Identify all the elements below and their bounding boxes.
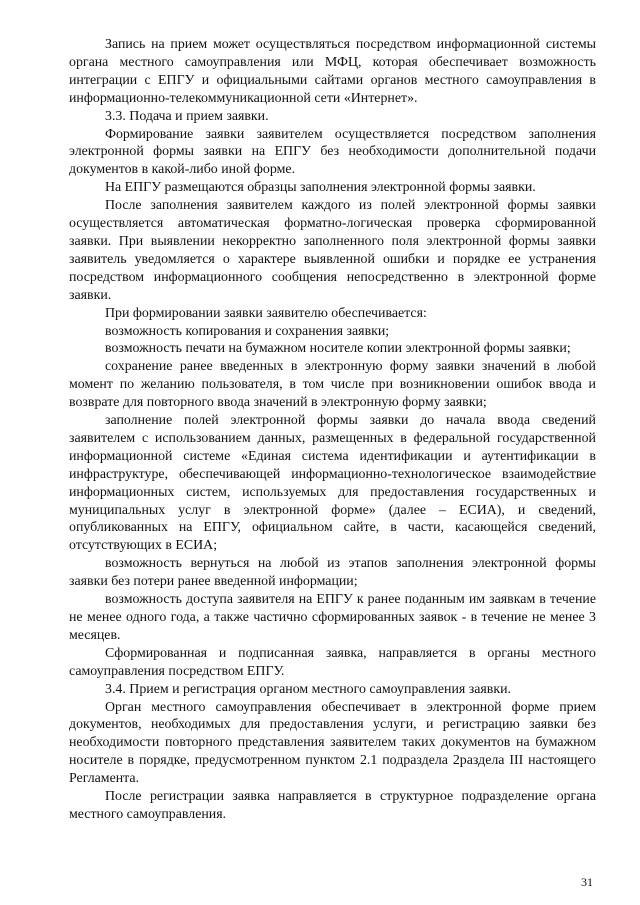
paragraph-form-samples: На ЕПГУ размещаются образцы заполнения электронной формы заявки.	[105, 180, 536, 196]
paragraph-provided-features: При формировании заявки заявителю обеспечивается:	[105, 305, 427, 321]
page-number: 31	[581, 875, 593, 889]
paragraph-after-registration: После регистрации заявка направляется в структурное подразделение органа местного самоуправления.	[69, 789, 596, 822]
list-item-autofill-esia: заполнение полей электронной формы заявки до начала ввода сведений заявителем с использованием данных, размещенных в федеральной государственной информационной системе «Единая система идентификации и аутентификации в инфраструктуре, обеспечивающей информационно-технологическое взаимодействие информационных систем, используемых для предоставления государственных и муниципальных услуг в электронной форме» (далее – ЕСИА), и сведений, опубликованных на ЕПГУ, официальном сайте, в части, касающейся сведений, отсутствующих в ЕСИА;	[69, 413, 596, 554]
document-body	[69, 36, 596, 824]
paragraph-application-forming: Формирование заявки заявителем осуществляется посредством заполнения электронной формы заявки на ЕПГУ без необходимости дополнительной подачи документов в какой-либо иной форме.	[69, 126, 596, 178]
list-item-copy-save: возможность копирования и сохранения заявки;	[105, 323, 390, 339]
paragraph-signed-application: Сформированная и подписанная заявка, направляется в органы местного самоуправления посредством ЕПГУ.	[69, 645, 596, 679]
list-item-return-step: возможность вернуться на любой из этапов заполнения электронной формы заявки без потери ранее введенной информации;	[69, 556, 596, 590]
section-heading-3-3: 3.3. Подача и прием заявки.	[105, 108, 269, 124]
paragraph-electronic-acceptance: Орган местного самоуправления обеспечивает в электронной форме прием документов, необходимых для предоставления услуги, и регистрацию заявки без необходимости повторного представления заявителем таких документов на бумажном носителе в порядке, предусмотренном пунктом 2.1 подраздела 2раздела III настоящего Регламента.	[69, 699, 596, 787]
section-heading-3-4: 3.4. Прием и регистрация органом местного самоуправления заявки.	[105, 681, 512, 697]
paragraph-record-appointment: Запись на прием может осуществляться посредством информационной системы органа местного самоуправления или МФЦ, которая обеспечивает возможность интеграции с ЕПГУ и официальными сайтами органов местного самоуправления в информационно-телекоммуникационной сети «Интернет».	[69, 37, 596, 106]
paragraph-format-check: После заполнения заявителем каждого из полей электронной формы заявки осуществляется автоматическая форматно-логическая проверка сформированной заявки. При выявлении некорректно заполненного поля электронной формы заявки заявитель уведомляется о характере выявленной ошибки и порядке ее устранения посредством информационного сообщения непосредственно в электронной форме заявки.	[69, 198, 596, 303]
list-item-access-applications: возможность доступа заявителя на ЕПГУ к ранее поданным им заявкам в течение не менее одного года, а также частично сформированных заявок - в течение не менее 3 месяцев.	[69, 592, 596, 643]
list-item-print: возможность печати на бумажном носителе копии электронной формы заявки;	[105, 341, 571, 357]
list-item-save-values: сохранение ранее введенных в электронную форму заявки значений в любой момент по желанию пользователя, в том числе при возникновении ошибок ввода и возврате для повторного ввода значений в электронную форму заявки;	[69, 359, 596, 411]
